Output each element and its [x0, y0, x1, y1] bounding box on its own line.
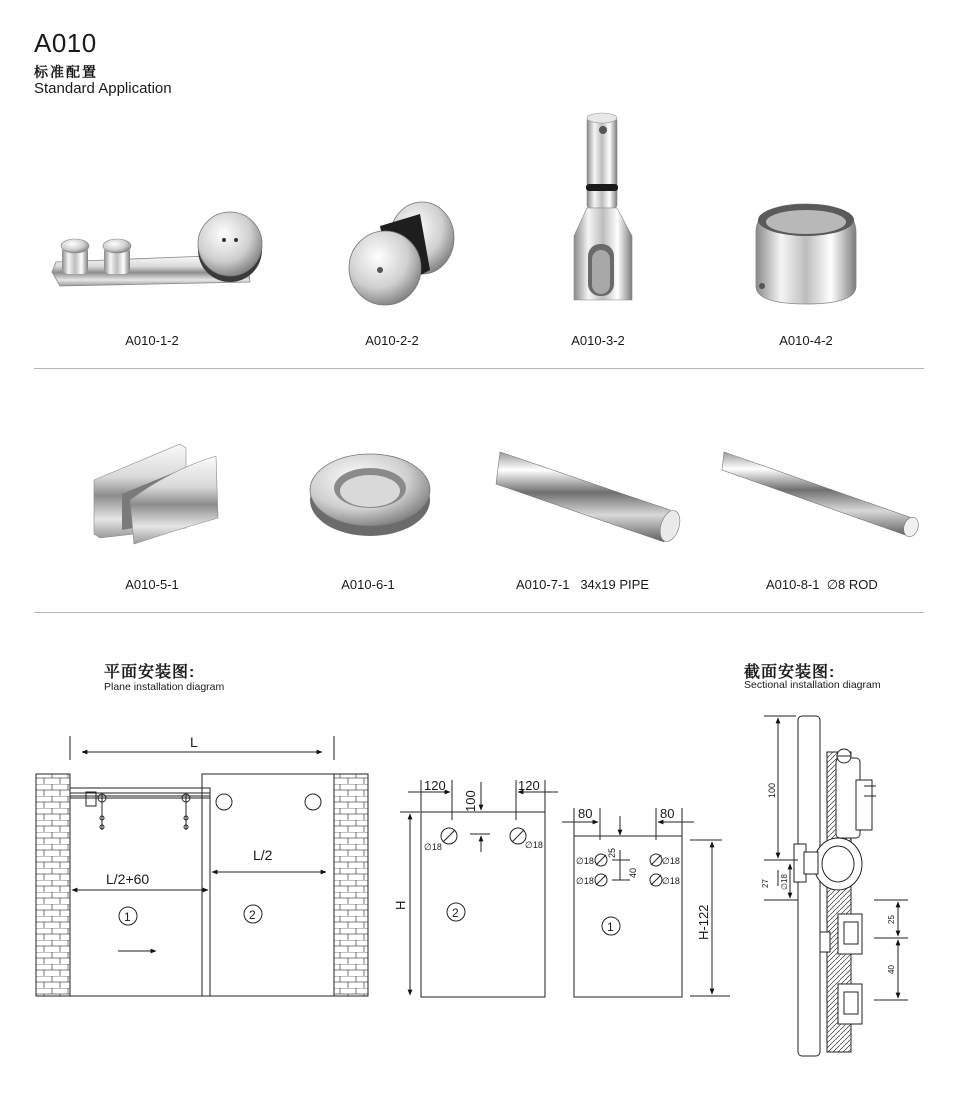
- oval-pipe-icon: [496, 452, 684, 544]
- panel-1-detail: [562, 808, 730, 997]
- product-spec: ∅8 ROD: [826, 577, 878, 592]
- dim-w1: 120: [424, 778, 446, 793]
- dim-25: 25: [607, 847, 617, 858]
- hole-label: ∅18: [662, 876, 680, 886]
- product-code: A010-8-1: [766, 577, 820, 592]
- panel-number: 2: [452, 906, 459, 920]
- dim-half: L/2: [253, 847, 273, 863]
- dim-w1: 80: [578, 806, 593, 821]
- hole-label: ∅18: [525, 840, 543, 850]
- oval-pipe-holder-icon: [756, 204, 856, 304]
- dim-half-plus: L/2+60: [106, 871, 150, 887]
- dim-v: 100: [463, 790, 478, 812]
- product-spec: 34x19 PIPE: [580, 577, 649, 592]
- dim-40: 40: [628, 867, 638, 878]
- product-caption: A010-6-1: [341, 577, 395, 592]
- product-caption: A010-4-2: [779, 333, 833, 348]
- dim-d18: ∅18: [780, 874, 789, 890]
- dim-w2: 80: [660, 806, 675, 821]
- plane-installation-diagram: [36, 736, 368, 996]
- hole-label: ∅18: [424, 842, 442, 852]
- plane-diagram-title: 平面安装图:: [104, 664, 196, 681]
- dim-27: 27: [761, 879, 770, 888]
- product-caption: [516, 577, 649, 592]
- panel-number: 1: [607, 920, 614, 934]
- plane-diagram-subtitle: Plane installation diagram: [104, 681, 225, 693]
- glass-channel-guide-icon: [94, 444, 218, 544]
- subtitle-cn: 标准配置: [34, 64, 98, 80]
- product-caption: A010-2-2: [365, 333, 419, 348]
- product-caption: A010-1-2: [125, 333, 179, 348]
- panel-label-2: 2: [249, 908, 256, 922]
- product-caption: A010-5-1: [125, 577, 179, 592]
- product-code: A010-7-1: [516, 577, 570, 592]
- divider: [34, 368, 924, 369]
- hole-label: ∅18: [576, 876, 594, 886]
- product-caption: [766, 577, 878, 593]
- dim-40: 40: [887, 965, 896, 974]
- installation-drawings: [0, 700, 960, 1096]
- dim-25: 25: [887, 915, 896, 924]
- hole-label: ∅18: [576, 856, 594, 866]
- subtitle-en: Standard Application: [34, 80, 172, 97]
- round-rod-icon: [722, 452, 921, 539]
- divider: [34, 612, 924, 613]
- dim-height: H-122: [696, 904, 711, 940]
- pipe-support-post-icon: [574, 113, 632, 300]
- section-diagram-subtitle: Sectional installation diagram: [744, 679, 881, 691]
- hole-label: ∅18: [662, 856, 680, 866]
- glass-clamp-connector-icon: [349, 202, 454, 305]
- panel-2-detail: [400, 780, 558, 997]
- dim-100: 100: [767, 782, 777, 798]
- panel-label-1: 1: [124, 910, 131, 924]
- sliding-roller-bracket-icon: [52, 212, 262, 286]
- dim-w2: 120: [518, 778, 540, 793]
- ring-handle-icon: [310, 454, 430, 536]
- dim-L: L: [190, 734, 198, 750]
- product-caption: A010-3-2: [571, 333, 625, 348]
- dim-height: H: [393, 900, 408, 910]
- model-title: A010: [34, 28, 97, 58]
- section-diagram-title: 截面安装图:: [744, 664, 836, 681]
